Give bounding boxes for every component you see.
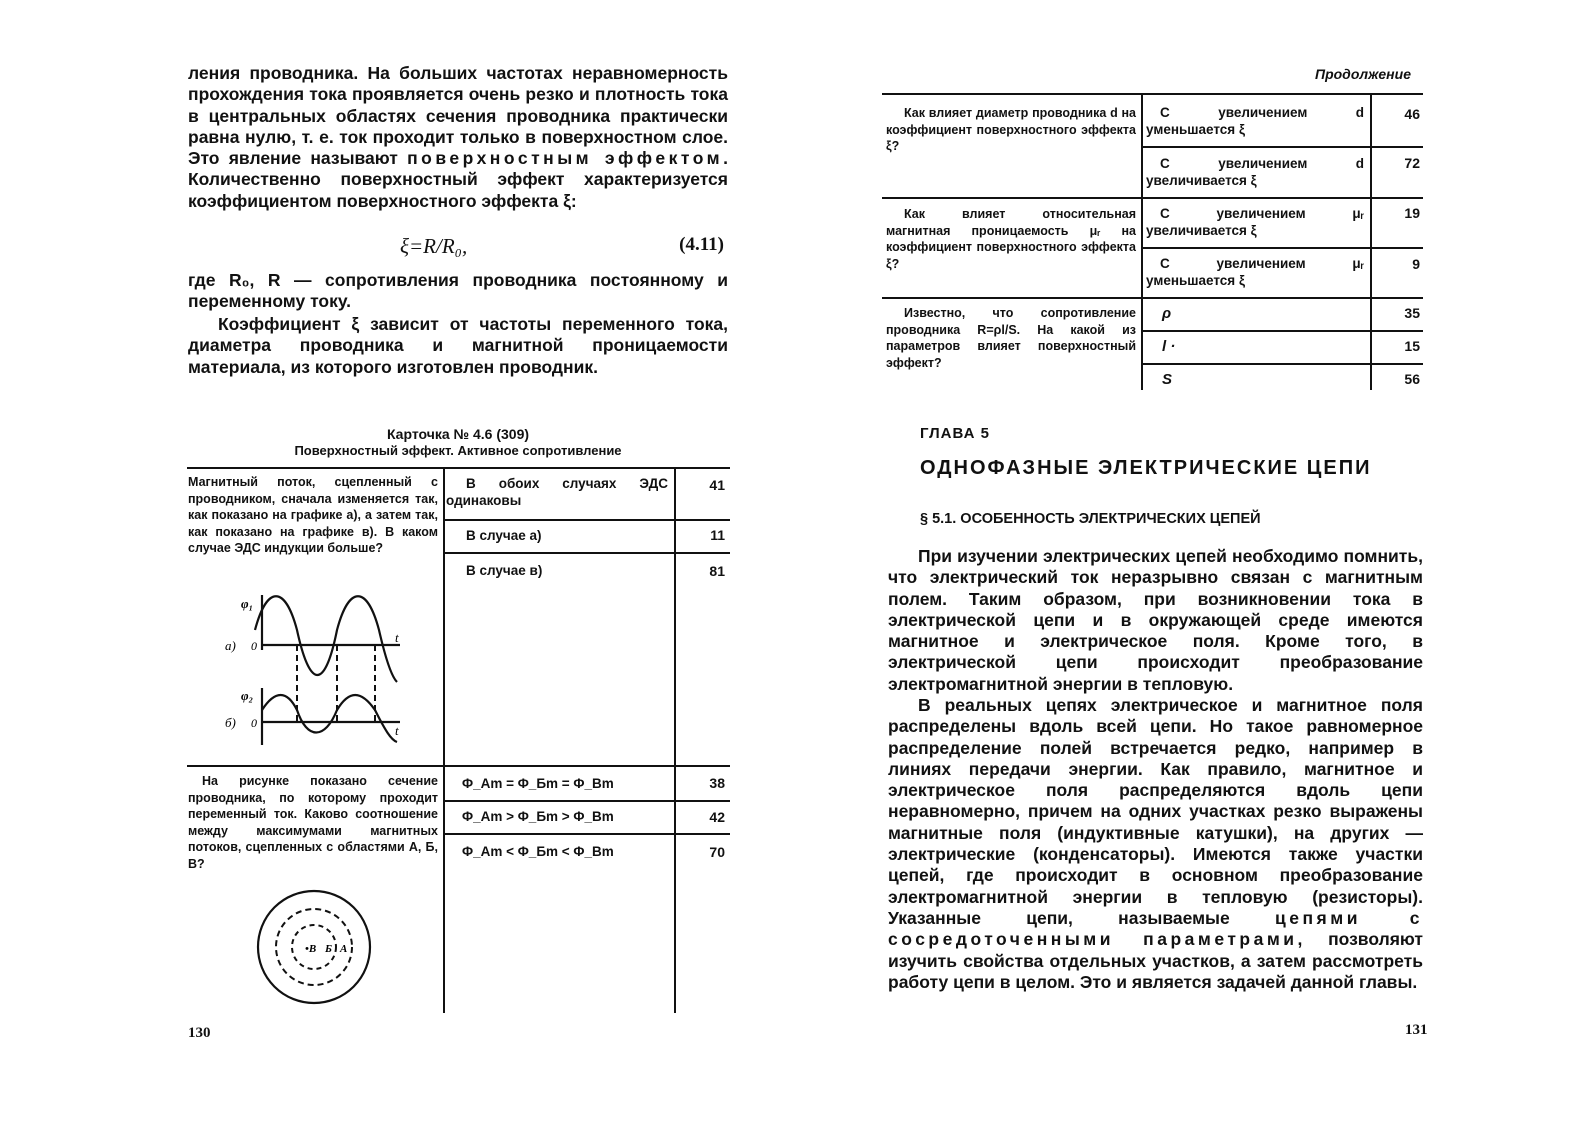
q1-answer-2: В случае а) [466, 528, 542, 543]
label-region-a: А [340, 943, 348, 955]
label-region-v: •В [305, 943, 317, 955]
label-phi1: φ₁ [241, 596, 254, 611]
where-text: где R₀, R — сопротивления проводника постоянному и переменному току. [188, 270, 728, 312]
page-number-left: 130 [188, 1025, 211, 1041]
cont-q1-answer-1: С увеличением d уменьшается ξ [1146, 105, 1364, 137]
cont-q1-code-2: 72 [1404, 155, 1420, 171]
q2-code-1: 38 [709, 775, 725, 791]
q1-answer-3: В случае в) [466, 563, 543, 578]
label-t-b: t [395, 723, 399, 738]
intro-text: ления проводника. На больших частотах неравномерность прохождения тока проявляется очень резко и плотность тока в центральных областях сечения проводника практически равна нулю, т. е. ток проходит только в поверхностном слое. Это явление называют [188, 63, 728, 169]
cont-q2: Как влияет относительная магнитная проницаемость μᵣ на коэффициент поверхностного эффекта ξ? [886, 207, 1136, 271]
label-zero-a: 0 [251, 639, 257, 653]
cont-q3-code-3: 56 [1404, 371, 1420, 387]
label-a: a) [225, 638, 236, 653]
cont-q1-code-1: 46 [1404, 106, 1420, 122]
q2-code-3: 70 [709, 844, 725, 860]
chapter-label: ГЛАВА 5 [920, 425, 990, 442]
conductor-section-figure [255, 888, 375, 1008]
card-subtitle: Поверхностный эффект. Активное сопротивление [294, 443, 622, 458]
left-intro-paragraph [188, 63, 728, 212]
cont-q3: Известно, что сопротивление проводника R=ρl/S. На какой из параметров влияет поверхностный эффект? [886, 306, 1136, 370]
row-rule [445, 833, 730, 835]
q1-answer-1: В обоих случаях ЭДС одинаковы [446, 476, 668, 508]
q2-answer-2: Φ_Am > Φ_Бm > Φ_Вm [462, 809, 614, 824]
card-col2-rule [674, 468, 676, 1013]
formula: ξ=R/R₀, [400, 234, 468, 258]
page-number-right: 131 [1405, 1022, 1428, 1038]
row-rule [1143, 363, 1423, 365]
card-title: Карточка № 4.6 (309) [386, 426, 530, 442]
cont-q1: Как влияет диаметр проводника d на коэффициент поверхностного эффекта ξ? [886, 106, 1136, 153]
cont-col1-rule [1141, 94, 1143, 390]
cont-table-top-rule [882, 93, 1423, 95]
term-lumped-circuits: цепями с сосредоточенными параметрами [888, 907, 1423, 950]
term-surface-effect: поверхностным эффектом [407, 148, 724, 169]
label-phi2: φ₂ [241, 688, 254, 703]
row-rule [187, 765, 730, 767]
q2-code-2: 42 [709, 809, 725, 825]
q1-code-1: 41 [709, 477, 725, 493]
q2-text: На рисунке показано сечение проводника, по которому проходит переменный ток. Каково соотношение между максимумами магнитных потоков, сцепленных с областями А, Б, В? [188, 774, 438, 871]
cont-q2-answer-1: С увеличением μᵣ увеличивается ξ [1146, 206, 1364, 238]
label-zero-b: 0 [251, 716, 257, 730]
cont-col2-rule [1370, 94, 1372, 390]
cont-q3-answer-1: ρ [1162, 305, 1172, 322]
card-top-rule [187, 467, 730, 469]
q1-code-3: 81 [709, 563, 725, 579]
q1-text: Магнитный поток, сцепленный с проводником, сначала изменяется так, как показано на графике а), а затем так, как показано на графике в). В каком случае ЭДС индукции больше? [188, 475, 438, 555]
left-paragraph-2: Коэффициент ξ зависит от частоты переменного тока, диаметра проводника и магнитной проницаемости материала, из которого изготовлен проводник. [188, 314, 728, 377]
chapter-title: ОДНОФАЗНЫЕ ЭЛЕКТРИЧЕСКИЕ ЦЕПИ [920, 457, 1372, 479]
cont-q3-code-2: 15 [1404, 338, 1420, 354]
row-rule [882, 297, 1423, 299]
row-rule [1143, 146, 1423, 148]
label-t-a: t [395, 630, 399, 645]
section-title: § 5.1. ОСОБЕННОСТЬ ЭЛЕКТРИЧЕСКИХ ЦЕПЕЙ [920, 511, 1261, 527]
flux-graphs [215, 590, 415, 750]
cont-q2-code-1: 19 [1404, 205, 1420, 221]
intro-text-2: . Количественно поверхностный эффект характеризуется коэффициентом поверхностного эффекта ξ: [188, 148, 728, 211]
right-paragraph-2 [888, 695, 1423, 993]
row-rule [1143, 247, 1423, 249]
continuation-label: Продолжение [1315, 66, 1411, 82]
row-rule [882, 197, 1423, 199]
row-rule [445, 552, 730, 554]
label-region-b: Б [325, 943, 332, 955]
cont-q3-code-1: 35 [1404, 305, 1420, 321]
row-rule [445, 519, 730, 521]
formula-row [188, 234, 728, 260]
right-paragraph-1: При изучении электрических цепей необходимо помнить, что электрический ток неразрывно связан с магнитным полем. Таким образом, при возникновении тока в электрической цепи и в окружающей среде имеются магнитное и электрическое поля. Кроме того, в электрической цепи происходит преобразование электромагнитной энергии в тепловую. [888, 546, 1423, 694]
q2-answer-1: Φ_Am = Φ_Бm = Φ_Вm [462, 776, 614, 791]
row-rule [445, 800, 730, 802]
q2-answer-3: Φ_Am < Φ_Бm < Φ_Вm [462, 844, 614, 859]
paragraph-2b: , позволяют изучить свойства отдельных участков, а затем рассмотреть работу цепи в целом. Это и является задачей данной главы. [888, 929, 1423, 992]
formula-number: (4.11) [679, 234, 724, 255]
cont-q3-answer-3: S [1162, 371, 1173, 388]
curve-b [262, 695, 397, 742]
cont-q3-answer-2: l · [1162, 338, 1176, 355]
paragraph-2a: В реальных цепях электрическое и магнитное поля распределены вдоль всей цепи. Но такое равномерное распределение полей встречается редко, например в линиях передачи энергии. Как правило, магнитное и электрическое поля распределяются вдоль цепи неравномерно, причем на одних участках резко выражены магнитные поля (индуктивные катушки), на других — электрические (конденсаторы). Имеются также участки цепей, где происходит в основном преобразование электромагнитной энергии в тепловую (резисторы). Указанные цепи, называемые [888, 695, 1423, 928]
card-col1-rule [443, 468, 445, 1013]
cont-q2-code-2: 9 [1412, 256, 1420, 272]
cont-q1-answer-2: С увеличением d увеличивается ξ [1146, 156, 1364, 188]
q1-code-2: 11 [710, 527, 725, 543]
cont-q2-answer-2: С увеличением μᵣ уменьшается ξ [1146, 256, 1364, 288]
row-rule [1143, 330, 1423, 332]
label-b: б) [225, 715, 236, 730]
